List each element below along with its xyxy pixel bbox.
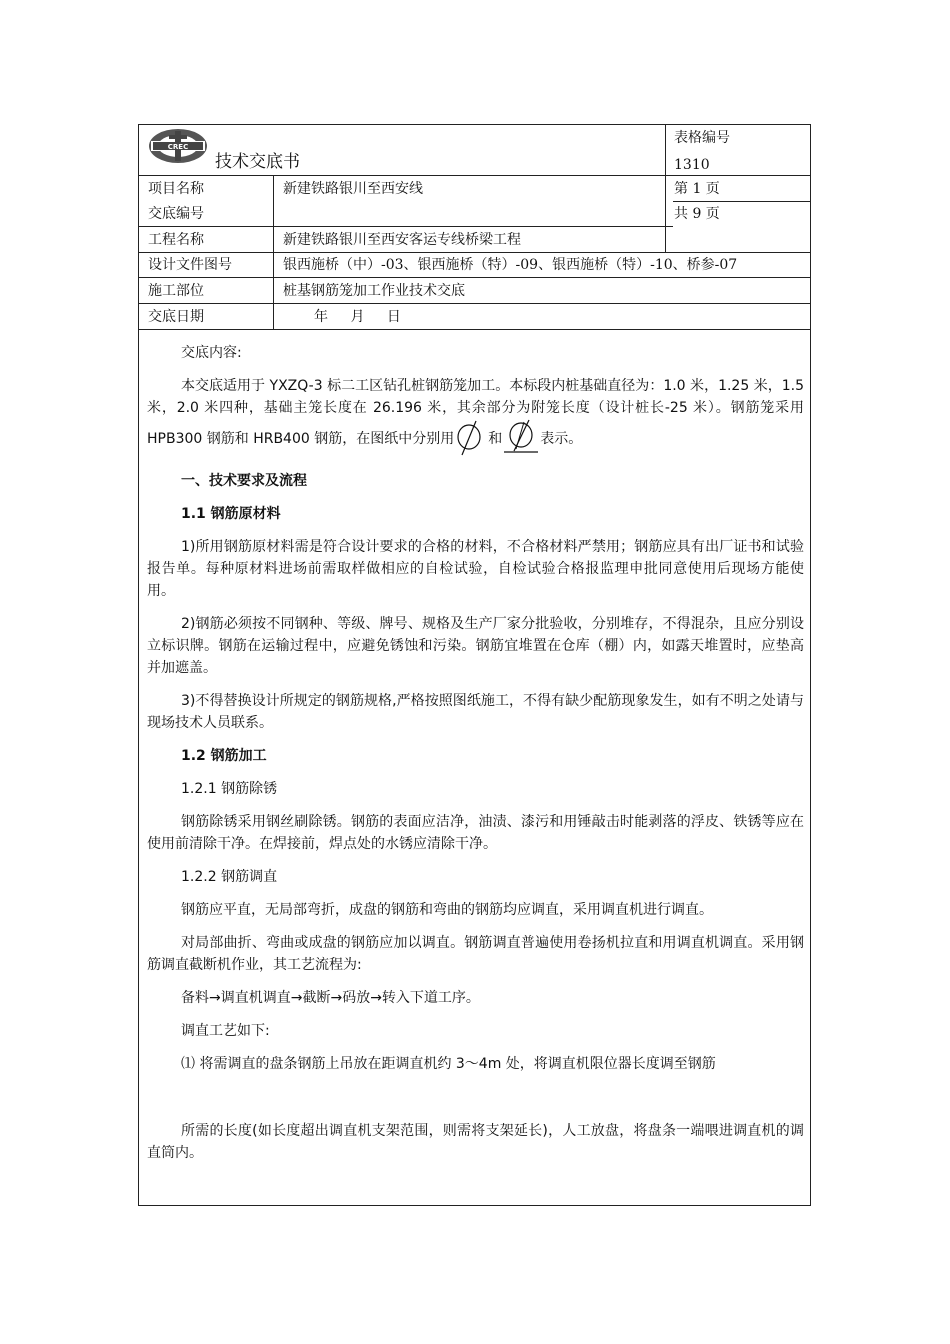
intro-text-and: 和	[488, 431, 503, 447]
rule-label-col	[273, 175, 274, 329]
page-total: 共 9 页	[674, 206, 720, 222]
intro-text-a: 本交底适用于 YXZQ-3 标二工区钻孔桩钢筋笼加工。本标段内桩基础直径为：1.0 米，1.25 米，1.5 米，2.0 米四种，基础主笼长度在 26.196 米，其余部分为附笼长度（设计桩长-25 米）。钢筋笼采用 HPB300 钢筋和 HRB400 钢筋，在图纸中分别用	[147, 378, 804, 447]
hpb300-phi-symbol-icon	[454, 419, 488, 459]
paragraph-process-label: 调直工艺如下:	[181, 1023, 270, 1039]
row-engineering-label: 工程名称	[148, 232, 204, 248]
row-project-label: 项目名称	[148, 181, 204, 197]
paragraph-raw-material-1: 1)所用钢筋原材料需是符合设计要求的合格的材料，不合格材料严禁用；钢筋应具有出厂证书和试验报告单。每种原材料进场前需取样做相应的自检试验，自检试验合格报监理申批同意使用后现场方能使用。	[147, 539, 804, 599]
paragraph-raw-material-2: 2)钢筋必须按不同钢种、等级、牌号、规格及生产厂家分批验收，分别堆存，不得混杂，且应分别设立标识牌。钢筋在运输过程中，应避免锈蚀和污染。钢筋宜堆置在仓库（棚）内，如露天堆置时，应垫高并加遮盖。	[147, 616, 804, 676]
rule-row5	[139, 329, 810, 330]
row-project-value: 新建铁路银川至西安线	[283, 181, 423, 197]
page-number: 第 1 页	[674, 181, 720, 197]
row-engineering-value: 新建铁路银川至西安客运专线桥梁工程	[283, 232, 521, 248]
paragraph-rust-removal: 钢筋除锈采用钢丝刷除锈。钢筋的表面应洁净，油渍、漆污和用锤敲击时能剥落的浮皮、铁锈等应在使用前清除干净。在焊接前，焊点处的水锈应清除干净。	[147, 814, 804, 852]
paragraph-straightening-2: 对局部曲折、弯曲或成盘的钢筋应加以调直。钢筋调直普遍使用卷扬机拉直和用调直机调直。采用钢筋调直截断机作业，其工艺流程为:	[147, 935, 804, 973]
company-logo-icon	[147, 127, 209, 165]
section-heading-1-2: 1.2 钢筋加工	[181, 748, 267, 764]
rule-right-col	[665, 125, 666, 252]
form-number-label: 表格编号	[674, 130, 730, 146]
paragraph-step-1-continued: 所需的长度(如长度超出调直机支架范围，则需将支架延长)，人工放盘，将盘条一端喂进调直机的调直筒内。	[147, 1123, 804, 1161]
disclosure-content	[139, 331, 810, 1164]
row-location-label: 施工部位	[148, 283, 204, 299]
rule-row1	[139, 226, 673, 227]
section-heading-1: 一、技术要求及流程	[181, 473, 307, 489]
intro-paragraph	[147, 375, 804, 459]
row-location-value: 桩基钢筋笼加工作业技术交底	[283, 283, 465, 299]
disclosure-form	[138, 124, 811, 1206]
row-disclosure-no-label: 交底编号	[148, 206, 204, 222]
row-date-label: 交底日期	[148, 309, 204, 325]
paragraph-step-1: ⑴ 将需调直的盘条钢筋上吊放在距调直机约 3～4m 处，将调直机限位器长度调至钢筋	[181, 1056, 716, 1072]
rule-row2	[139, 252, 810, 253]
rule-row3	[139, 277, 810, 278]
hrb400-phi-symbol-icon	[502, 419, 540, 459]
logo-text: CREC	[167, 143, 189, 151]
row-drawing-value: 银西施桥（中）-03、银西施桥（特）-09、银西施桥（特）-10、桥参-07	[283, 257, 738, 273]
section-heading-1-2-2: 1.2.2 钢筋调直	[181, 869, 278, 885]
section-heading-1-2-1: 1.2.1 钢筋除锈	[181, 781, 278, 797]
paragraph-process-flow: 备料→调直机调直→截断→码放→转入下道工序。	[181, 990, 480, 1006]
paragraph-raw-material-3: 3)不得替换设计所规定的钢筋规格,严格按照图纸施工，不得有缺少配筋现象发生，如有不明之处请与现场技术人员联系。	[147, 693, 804, 731]
intro-text-b: 表示。	[540, 431, 583, 447]
document-title: 技术交底书	[215, 152, 300, 172]
paragraph-straightening-1: 钢筋应平直，无局部弯折，成盘的钢筋和弯曲的钢筋均应调直，采用调直机进行调直。	[181, 902, 713, 918]
rule-row4	[139, 303, 810, 304]
rule-header	[139, 175, 810, 176]
intro-label: 交底内容:	[181, 345, 242, 361]
section-heading-1-1: 1.1 钢筋原材料	[181, 506, 281, 522]
row-drawing-label: 设计文件图号	[148, 257, 232, 273]
row-date-value: 年 月 日	[314, 309, 401, 325]
form-number-value: 1310	[674, 157, 710, 173]
rule-formno	[673, 201, 810, 202]
